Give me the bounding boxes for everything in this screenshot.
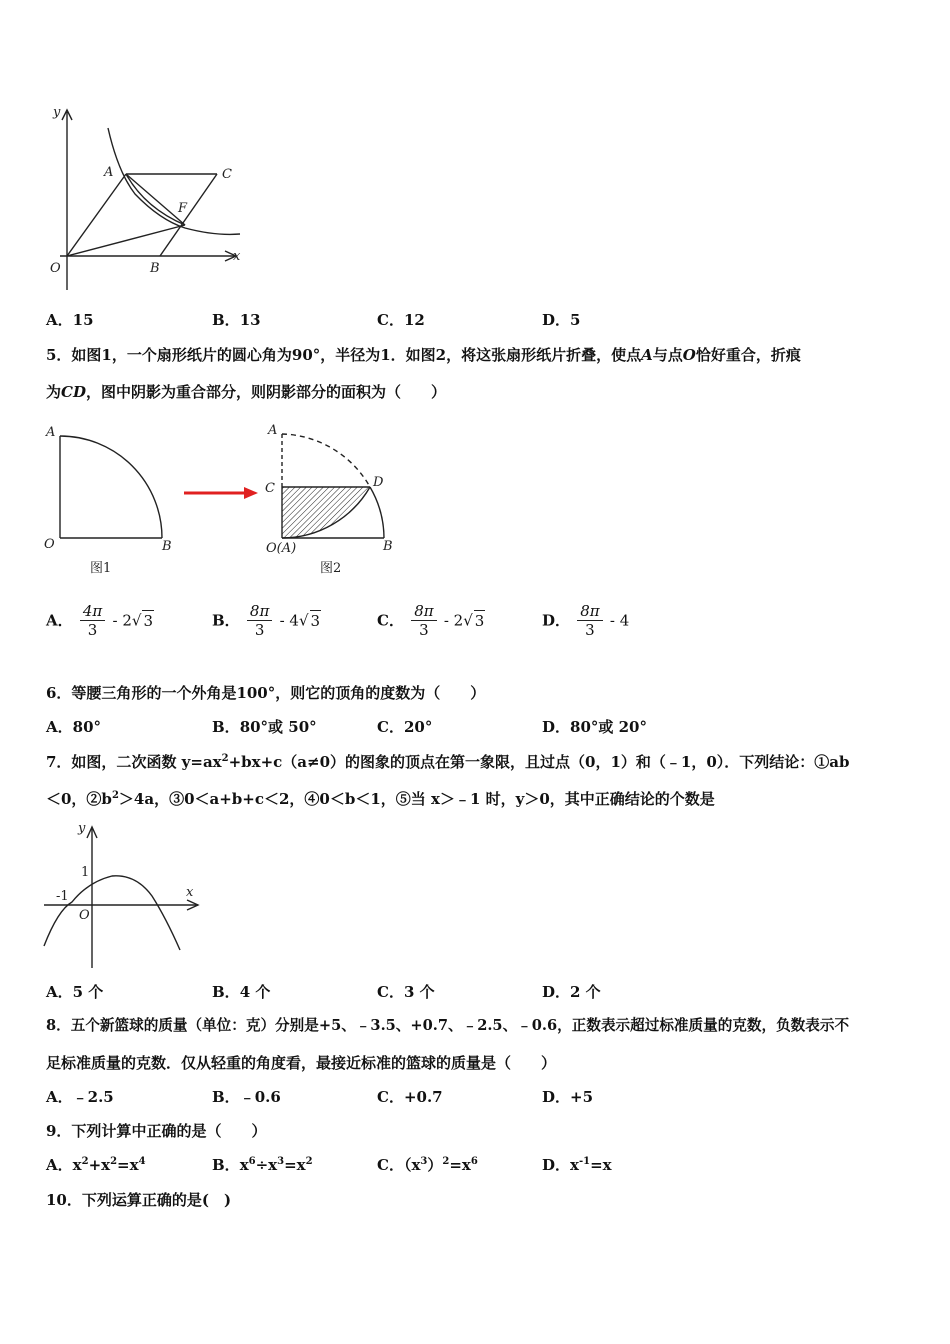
q7-x-label: x	[186, 885, 194, 900]
fig2-a-label: A	[268, 423, 278, 438]
q7-one-label: 1	[81, 865, 90, 880]
q6-option-b[interactable]: B．80°或 50°	[212, 718, 317, 736]
point-c-label: C	[222, 167, 232, 182]
q7-figure	[40, 818, 210, 970]
point-f-label: F	[178, 201, 188, 216]
q7-option-d[interactable]: D．2 个	[542, 983, 601, 1001]
q5-figure-1	[40, 420, 190, 580]
fig2-c-label: C	[265, 481, 275, 496]
q5-stem-line1: 5．如图1，一个扇形纸片的圆心角为90°，半径为1．如图2，将这张扇形纸片折叠，使点A与点O恰好重合，折痕	[46, 346, 801, 364]
q7-option-b[interactable]: B．4 个	[212, 983, 271, 1001]
q5-option-a[interactable]: A． $\frac{4\pi}{3}$ - 2√ 3	[46, 602, 154, 639]
x-label: x	[233, 249, 241, 264]
segment-af	[126, 174, 185, 225]
q4-option-a[interactable]: A．15	[46, 311, 94, 329]
q7-stem-line2: ＜0，$②b^2>4a$，③0＜a+b+c＜2，④0＜b＜1，⑤当 x＞﹣1 时，y＞0，其中正确结论的个数是	[46, 790, 715, 808]
q5-option-c[interactable]: C． $\frac{8\pi}{3}$ - 2√ 3	[377, 602, 485, 639]
fig2-b-label: B	[383, 539, 393, 554]
origin-label: O	[50, 261, 61, 276]
q7-option-c[interactable]: C．3 个	[377, 983, 435, 1001]
fig1-caption: 图1	[90, 561, 112, 576]
fig1-b-label: B	[162, 539, 172, 554]
q8-option-b[interactable]: B．﹣0.6	[212, 1088, 281, 1106]
segment-oa	[67, 174, 126, 256]
q4-option-d[interactable]: D．5	[542, 311, 581, 329]
shaded-region	[282, 487, 370, 538]
q8-stem-line1: 8．五个新篮球的质量（单位：克）分别是+5、﹣3.5、+0.7、﹣2.5、﹣0.6，正数表示超过标准质量的克数，负数表示不	[46, 1017, 850, 1034]
q5-option-d[interactable]: D． $\frac{8\pi}{3}$ - 4	[542, 602, 630, 639]
q7-y-label: y	[78, 821, 86, 836]
q6-option-d[interactable]: D．80°或 20°	[542, 718, 647, 736]
fig2-d-label: D	[373, 475, 384, 490]
q7-neg-one-label: -1	[56, 889, 69, 904]
q7-o-label: O	[79, 908, 90, 923]
q10-stem: 10．下列运算正确的是( )	[46, 1191, 232, 1209]
q6-option-c[interactable]: C．20°	[377, 718, 433, 736]
q5-figure-2	[260, 420, 410, 580]
point-a-label: A	[104, 165, 114, 180]
q8-option-d[interactable]: D．+5	[542, 1088, 594, 1106]
q4-option-b[interactable]: B．13	[212, 311, 261, 329]
fig2-caption: 图2	[320, 561, 342, 576]
q5-option-b[interactable]: B． $\frac{8\pi}{3}$ - 4√ 3	[212, 602, 321, 639]
fig1-a-label: A	[46, 425, 56, 440]
q5-stem-line2: 为CD，图中阴影为重合部分，则阴影部分的面积为（ ）	[46, 383, 446, 401]
q8-option-a[interactable]: A．﹣2.5	[46, 1088, 114, 1106]
q9-option-c[interactable]: C．$(x^3)^2=x^6$	[377, 1156, 478, 1174]
q9-option-a[interactable]: A．$x^2+x^2=x^4$	[46, 1156, 146, 1174]
segment-of	[67, 225, 185, 256]
q4-option-c[interactable]: C．12	[377, 311, 425, 329]
fig1-o-label: O	[44, 537, 55, 552]
q6-option-a[interactable]: A．80°	[46, 718, 102, 736]
q7-stem-line1: 7．如图，二次函数 $y=ax^2+bx+c(a\ne 0)$的图象的顶点在第一象限，且过点（0，1）和（﹣1，0）．下列结论：①ab	[46, 753, 850, 771]
segment-cb	[160, 174, 217, 256]
q6-stem: 6．等腰三角形的一个外角是100°，则它的顶角的度数为（ ）	[46, 684, 486, 702]
q7-option-a[interactable]: A．5 个	[46, 983, 104, 1001]
parabola-curve	[44, 876, 180, 950]
y-label: y	[53, 105, 61, 120]
q8-stem-line2: 足标准质量的克数．仅从轻重的角度看，最接近标准的篮球的质量是（ ）	[46, 1054, 557, 1072]
fold-arrow	[180, 483, 260, 503]
q9-option-b[interactable]: B．$x^6\div x^3=x^2$	[212, 1156, 313, 1174]
q9-stem: 9．下列计算中正确的是（ ）	[46, 1122, 267, 1140]
point-b-label: B	[150, 261, 160, 276]
q8-option-c[interactable]: C．+0.7	[377, 1088, 443, 1106]
hyperbola-curve	[108, 128, 240, 234]
q9-option-d[interactable]: D．$x^{-1}=x$	[542, 1156, 612, 1174]
q4-figure	[40, 100, 250, 290]
quarter-arc	[60, 436, 162, 538]
fig2-oa-label: O(A)	[266, 541, 297, 556]
